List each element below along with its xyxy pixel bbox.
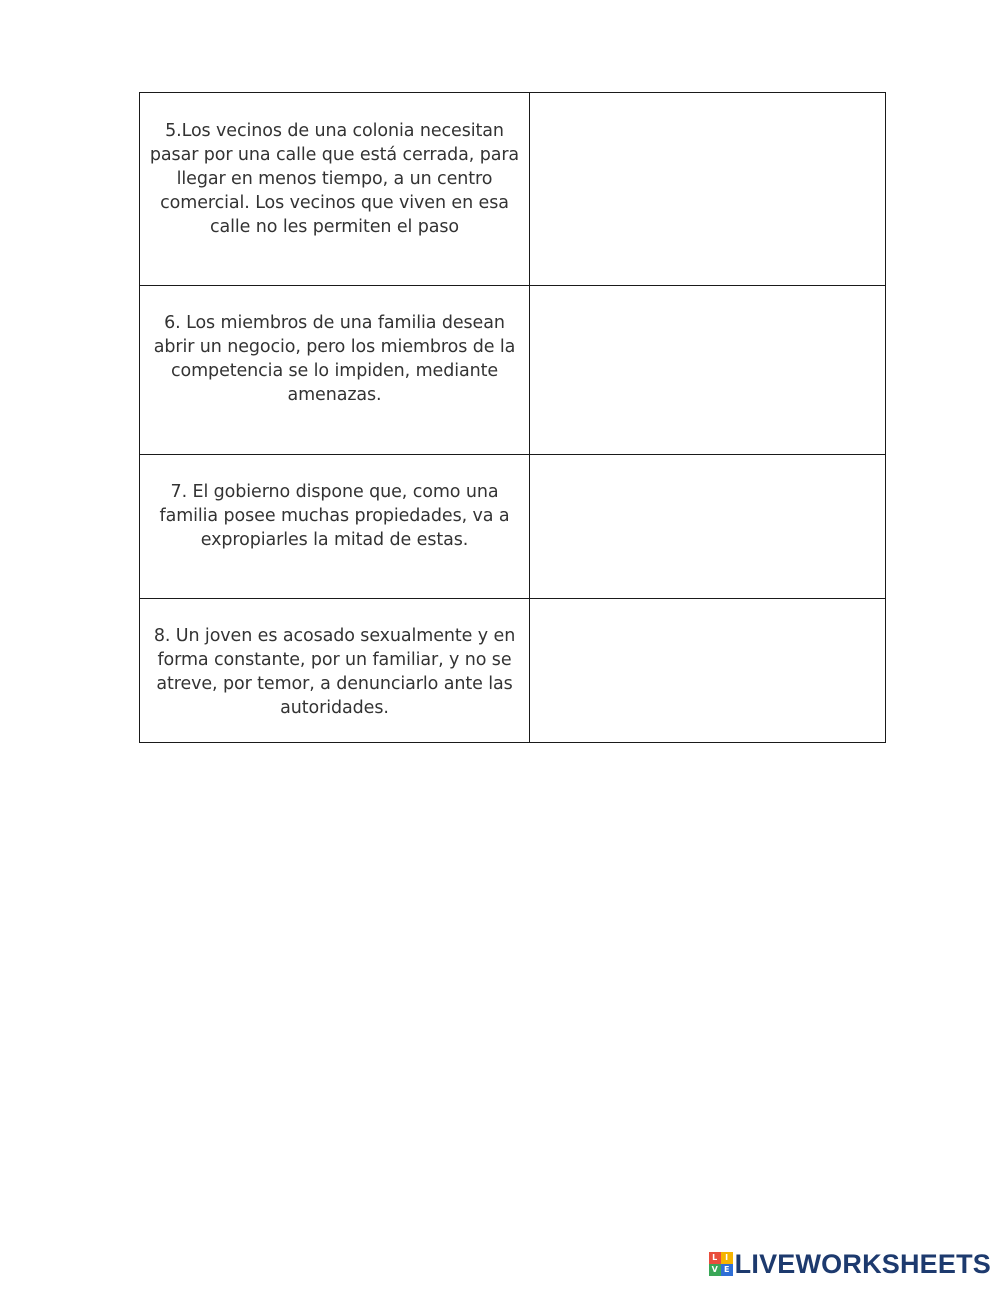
table-row [140, 455, 886, 599]
logo-letter: L [709, 1252, 721, 1264]
answer-cell[interactable] [530, 599, 886, 743]
question-cell [140, 286, 530, 455]
liveworksheets-logo-icon [709, 1252, 733, 1276]
logo-letter: V [709, 1264, 721, 1276]
answer-cell[interactable] [530, 286, 886, 455]
question-text: 8. Un joven es acosado sexualmente y en forma constante, por un familiar, y no se atreve, por temor, a denunciarlo ante las autoridades. [153, 626, 516, 718]
answer-cell[interactable] [530, 455, 886, 599]
question-cell [140, 455, 530, 599]
question-text: 7. El gobierno dispone que, como una familia posee muchas propiedades, va a expropiarles la mitad de estas. [159, 482, 510, 550]
question-text: 6. Los miembros de una familia desean abrir un negocio, pero los miembros de la competencia se lo impiden, mediante amenazas. [153, 313, 516, 405]
answer-cell[interactable] [530, 93, 886, 286]
table-row [140, 286, 886, 455]
question-text: 5.Los vecinos de una colonia necesitan pasar por una calle que está cerrada, para llegar en menos tiempo, a un centro comercial. Los vecinos que viven en esa calle no les permiten el paso [149, 121, 520, 237]
table-row [140, 599, 886, 743]
worksheet-table [139, 92, 886, 743]
table-row [140, 93, 886, 286]
question-cell [140, 599, 530, 743]
question-cell [140, 93, 530, 286]
logo-letter: I [721, 1252, 733, 1264]
liveworksheets-brand [709, 1251, 991, 1277]
logo-letter: E [721, 1264, 733, 1276]
brand-name: LIVEWORKSHEETS [734, 1249, 991, 1279]
